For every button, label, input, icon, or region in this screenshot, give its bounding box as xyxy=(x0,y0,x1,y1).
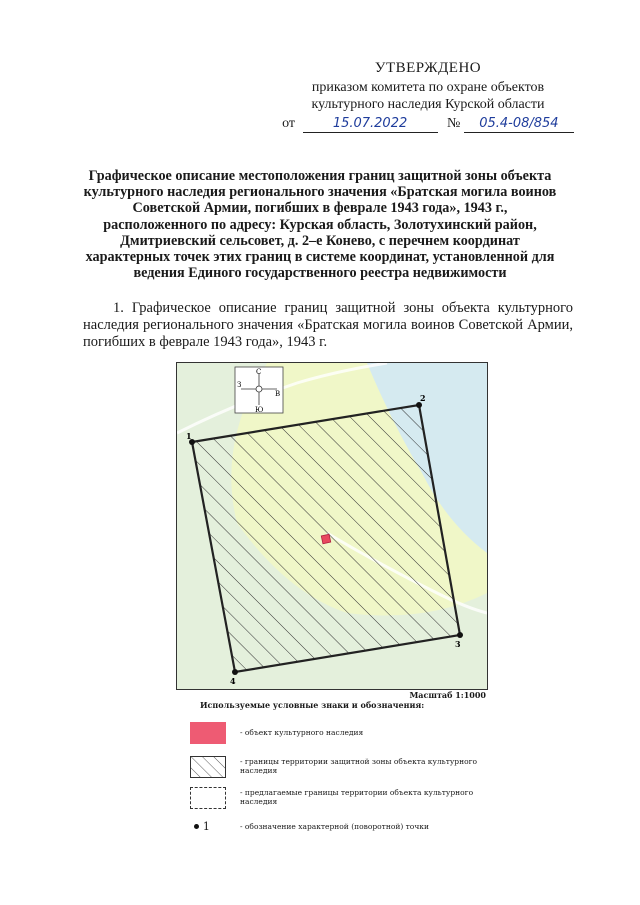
dashed-square-icon xyxy=(190,787,226,809)
date-field xyxy=(303,115,438,133)
point-label: 3 xyxy=(455,639,461,649)
approval-block xyxy=(278,60,578,131)
compass-east: В xyxy=(275,390,281,398)
date-prefix: от xyxy=(282,116,296,131)
hatched-square-icon xyxy=(190,756,226,778)
map-frame xyxy=(176,362,488,690)
map-scale: Масштаб 1:1000 xyxy=(409,690,486,700)
date-value: 15.07.2022 xyxy=(332,116,408,131)
number-prefix: № xyxy=(447,116,461,131)
map-drawing xyxy=(177,363,487,689)
section-paragraph: 1. Графическое описание границ защитной зоны объекта культурного наследия регионального значения «Братская могила воинов Советской Армии, погибших в феврале 1943 года», 1943 г. xyxy=(83,300,573,350)
red-square-icon xyxy=(190,722,226,744)
legend-item-text: - обозначение характерной (поворотной) точки xyxy=(240,822,429,831)
approval-line-2: культурного наследия Курской области xyxy=(311,97,545,112)
number-field xyxy=(464,115,574,133)
compass-north: С xyxy=(256,368,262,376)
legend-item xyxy=(190,819,490,835)
point-marker xyxy=(232,669,238,675)
point-label: 2 xyxy=(420,393,426,403)
legend-item-text: - предлагаемые границы территории объекта культурного наследия xyxy=(240,788,474,806)
legend-item xyxy=(190,722,490,748)
number-value: 05.4-08/854 xyxy=(479,116,559,131)
document-title: Графическое описание местоположения границ защитной зоны объекта культурного наследия регионального значения «Братская могила воинов Советской Армии, погибших в феврале 1943 года», 1943 г., расположенного по адресу: Курская область, Золотухинский район, Дмитриевский сельсовет, д. 2–е Конево, с перечнем координат характерных точек этих границ в системе координат, установленной для ведения Единого государственного реестра недвижимости xyxy=(83,168,557,282)
compass-south: Ю xyxy=(255,406,264,414)
approval-heading: УТВЕРЖДЕНО xyxy=(374,60,482,76)
point-label: 4 xyxy=(230,676,236,686)
approval-line-1: приказом комитета по охране объектов xyxy=(311,80,545,95)
legend-item xyxy=(190,756,490,782)
compass-rose xyxy=(235,367,283,414)
point-dot-icon xyxy=(194,822,210,831)
compass-west: З xyxy=(237,381,242,389)
legend-item xyxy=(190,787,490,813)
legend-item-text: - объект культурного наследия xyxy=(240,728,364,737)
legend-item-text: - границы территории защитной зоны объекта культурного наследия xyxy=(240,757,478,775)
approval-order-row xyxy=(278,115,578,133)
legend-point-label: 1 xyxy=(202,820,210,833)
legend-title: Используемые условные знаки и обозначения: xyxy=(200,700,425,710)
cultural-heritage-object xyxy=(321,534,330,543)
point-marker xyxy=(457,632,463,638)
point-label: 1 xyxy=(186,431,192,441)
